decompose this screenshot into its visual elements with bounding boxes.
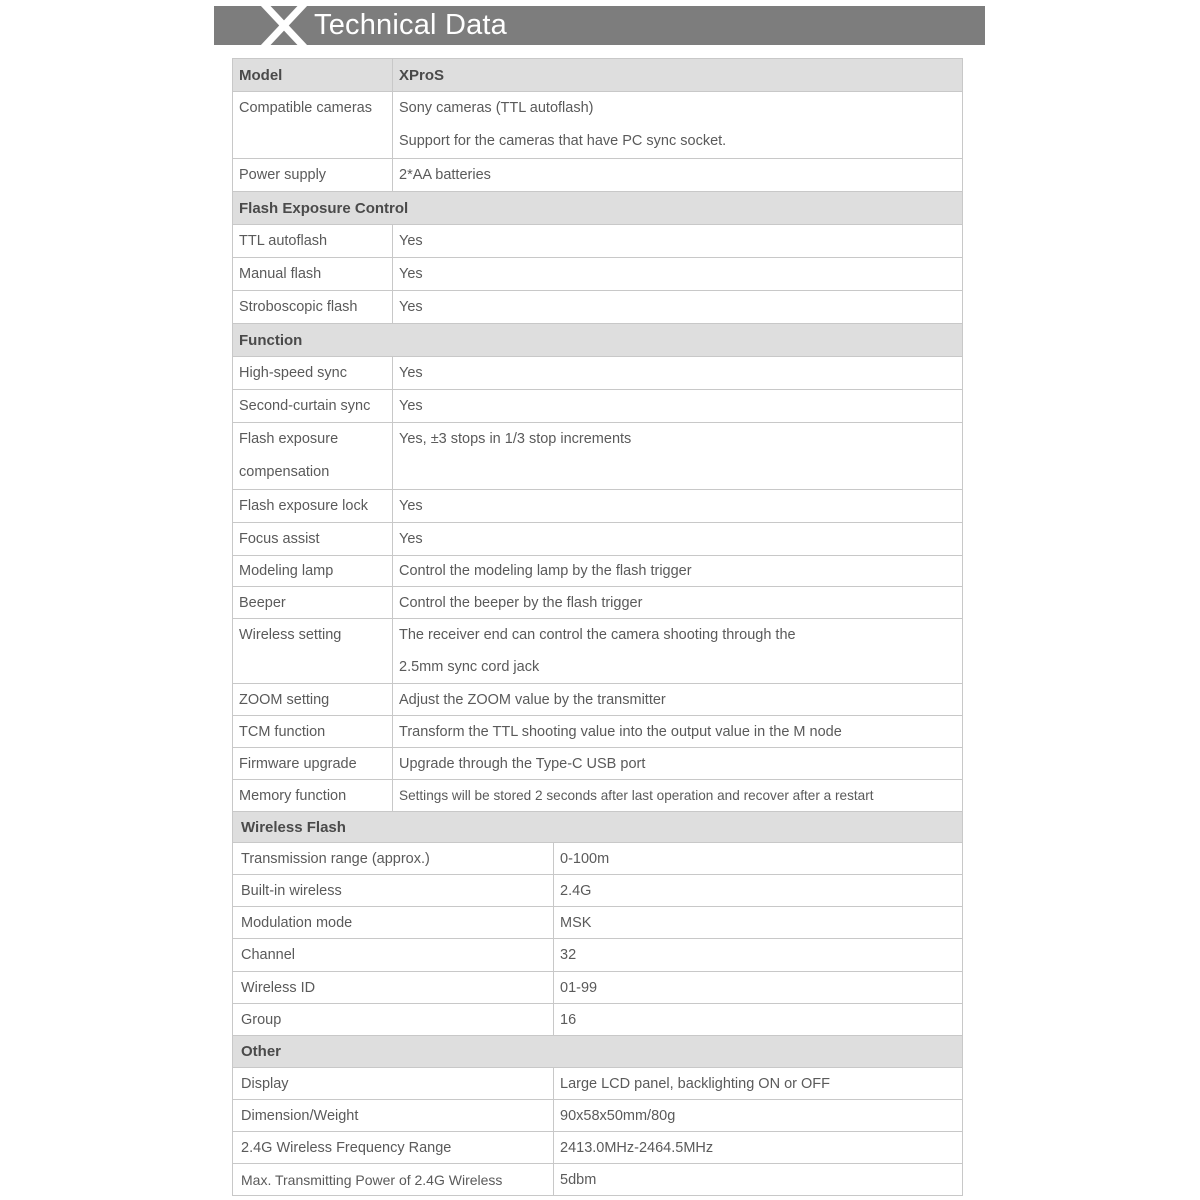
table-row: [233, 684, 963, 716]
row-label: Wireless ID: [233, 972, 554, 1004]
table-row: [233, 748, 963, 780]
table-row: [233, 843, 963, 875]
row-value: Settings will be stored 2 seconds after last operation and recover after a restart: [393, 780, 963, 812]
row-value: 2413.0MHz-2464.5MHz: [554, 1132, 963, 1164]
section-heading-flash-exposure: Flash Exposure Control: [233, 192, 963, 225]
table-row: [233, 875, 963, 907]
row-label: ZOOM setting: [233, 684, 393, 716]
row-label: Channel: [233, 939, 554, 972]
row-label: Built-in wireless: [233, 875, 554, 907]
model-label: Model: [233, 59, 393, 92]
row-label: Modulation mode: [233, 907, 554, 939]
table-row: [233, 92, 963, 159]
table-row: [233, 159, 963, 192]
row-value: Transform the TTL shooting value into the output value in the M node: [393, 716, 963, 748]
table-row: [233, 1004, 963, 1036]
row-value: 5dbm: [554, 1164, 963, 1196]
row-label: Compatible cameras: [233, 92, 393, 159]
row-label: Beeper: [233, 587, 393, 619]
row-label: Power supply: [233, 159, 393, 192]
table-row: [233, 291, 963, 324]
row-value: Adjust the ZOOM value by the transmitter: [393, 684, 963, 716]
table-row: [233, 1100, 963, 1132]
table-row: [233, 972, 963, 1004]
row-value: 2*AA batteries: [393, 159, 963, 192]
table-row: [233, 1132, 963, 1164]
table-row: [233, 780, 963, 812]
page-title: Technical Data: [314, 9, 508, 41]
section-header: [214, 6, 985, 45]
row-value: 32: [554, 939, 963, 972]
row-value: Yes: [393, 258, 963, 291]
table-row: [233, 716, 963, 748]
row-label: Stroboscopic flash: [233, 291, 393, 324]
section-heading-function: Function: [233, 324, 963, 357]
row-label: 2.4G Wireless Frequency Range: [233, 1132, 554, 1164]
row-value: Yes: [393, 291, 963, 324]
row-value: Yes: [393, 523, 963, 556]
row-label: Display: [233, 1068, 554, 1100]
row-label: TTL autoflash: [233, 225, 393, 258]
row-label: Transmission range (approx.): [233, 843, 554, 875]
row-value: 01-99: [554, 972, 963, 1004]
row-value: Sony cameras (TTL autoflash) Support for the cameras that have PC sync socket.: [393, 92, 963, 159]
row-value: 0-100m: [554, 843, 963, 875]
row-value: The receiver end can control the camera shooting through the 2.5mm sync cord jack: [393, 619, 963, 684]
row-value: Yes, ±3 stops in 1/3 stop increments: [393, 423, 963, 490]
table-row: [233, 490, 963, 523]
row-value: 16: [554, 1004, 963, 1036]
row-label: High-speed sync: [233, 357, 393, 390]
table-row: [233, 390, 963, 423]
row-value: 90x58x50mm/80g: [554, 1100, 963, 1132]
row-value: Yes: [393, 490, 963, 523]
table-row: [233, 1164, 963, 1196]
table-row: [233, 423, 963, 490]
x-logo-icon: [254, 6, 314, 45]
table-row: [233, 907, 963, 939]
row-label: TCM function: [233, 716, 393, 748]
section-heading-other: Other: [233, 1036, 963, 1068]
model-value: XProS: [393, 59, 963, 92]
row-value: 2.4G: [554, 875, 963, 907]
table-row: [233, 258, 963, 291]
row-label: Flash exposure lock: [233, 490, 393, 523]
row-label: Max. Transmitting Power of 2.4G Wireless: [233, 1164, 554, 1196]
row-value: Control the modeling lamp by the flash trigger: [393, 556, 963, 587]
row-label: Flash exposure compensation: [233, 423, 393, 490]
row-label: Memory function: [233, 780, 393, 812]
row-label: Modeling lamp: [233, 556, 393, 587]
table-row: [233, 587, 963, 619]
row-label: Focus assist: [233, 523, 393, 556]
row-value: MSK: [554, 907, 963, 939]
row-value: Yes: [393, 357, 963, 390]
row-label: Manual flash: [233, 258, 393, 291]
table-row: [233, 619, 963, 684]
section-heading-wireless: Wireless Flash: [233, 812, 963, 843]
table-row: [233, 939, 963, 972]
table-row: [233, 357, 963, 390]
row-label: Second-curtain sync: [233, 390, 393, 423]
row-label: Dimension/Weight: [233, 1100, 554, 1132]
table-row: [233, 1068, 963, 1100]
row-label: Firmware upgrade: [233, 748, 393, 780]
table-row: [233, 523, 963, 556]
table-row: [233, 225, 963, 258]
model-row: [233, 59, 963, 92]
spec-table: [232, 58, 963, 1196]
row-value: Yes: [393, 225, 963, 258]
row-label: Wireless setting: [233, 619, 393, 684]
row-value: Upgrade through the Type-C USB port: [393, 748, 963, 780]
table-row: [233, 556, 963, 587]
row-value: Large LCD panel, backlighting ON or OFF: [554, 1068, 963, 1100]
row-value: Control the beeper by the flash trigger: [393, 587, 963, 619]
row-value: Yes: [393, 390, 963, 423]
row-label: Group: [233, 1004, 554, 1036]
